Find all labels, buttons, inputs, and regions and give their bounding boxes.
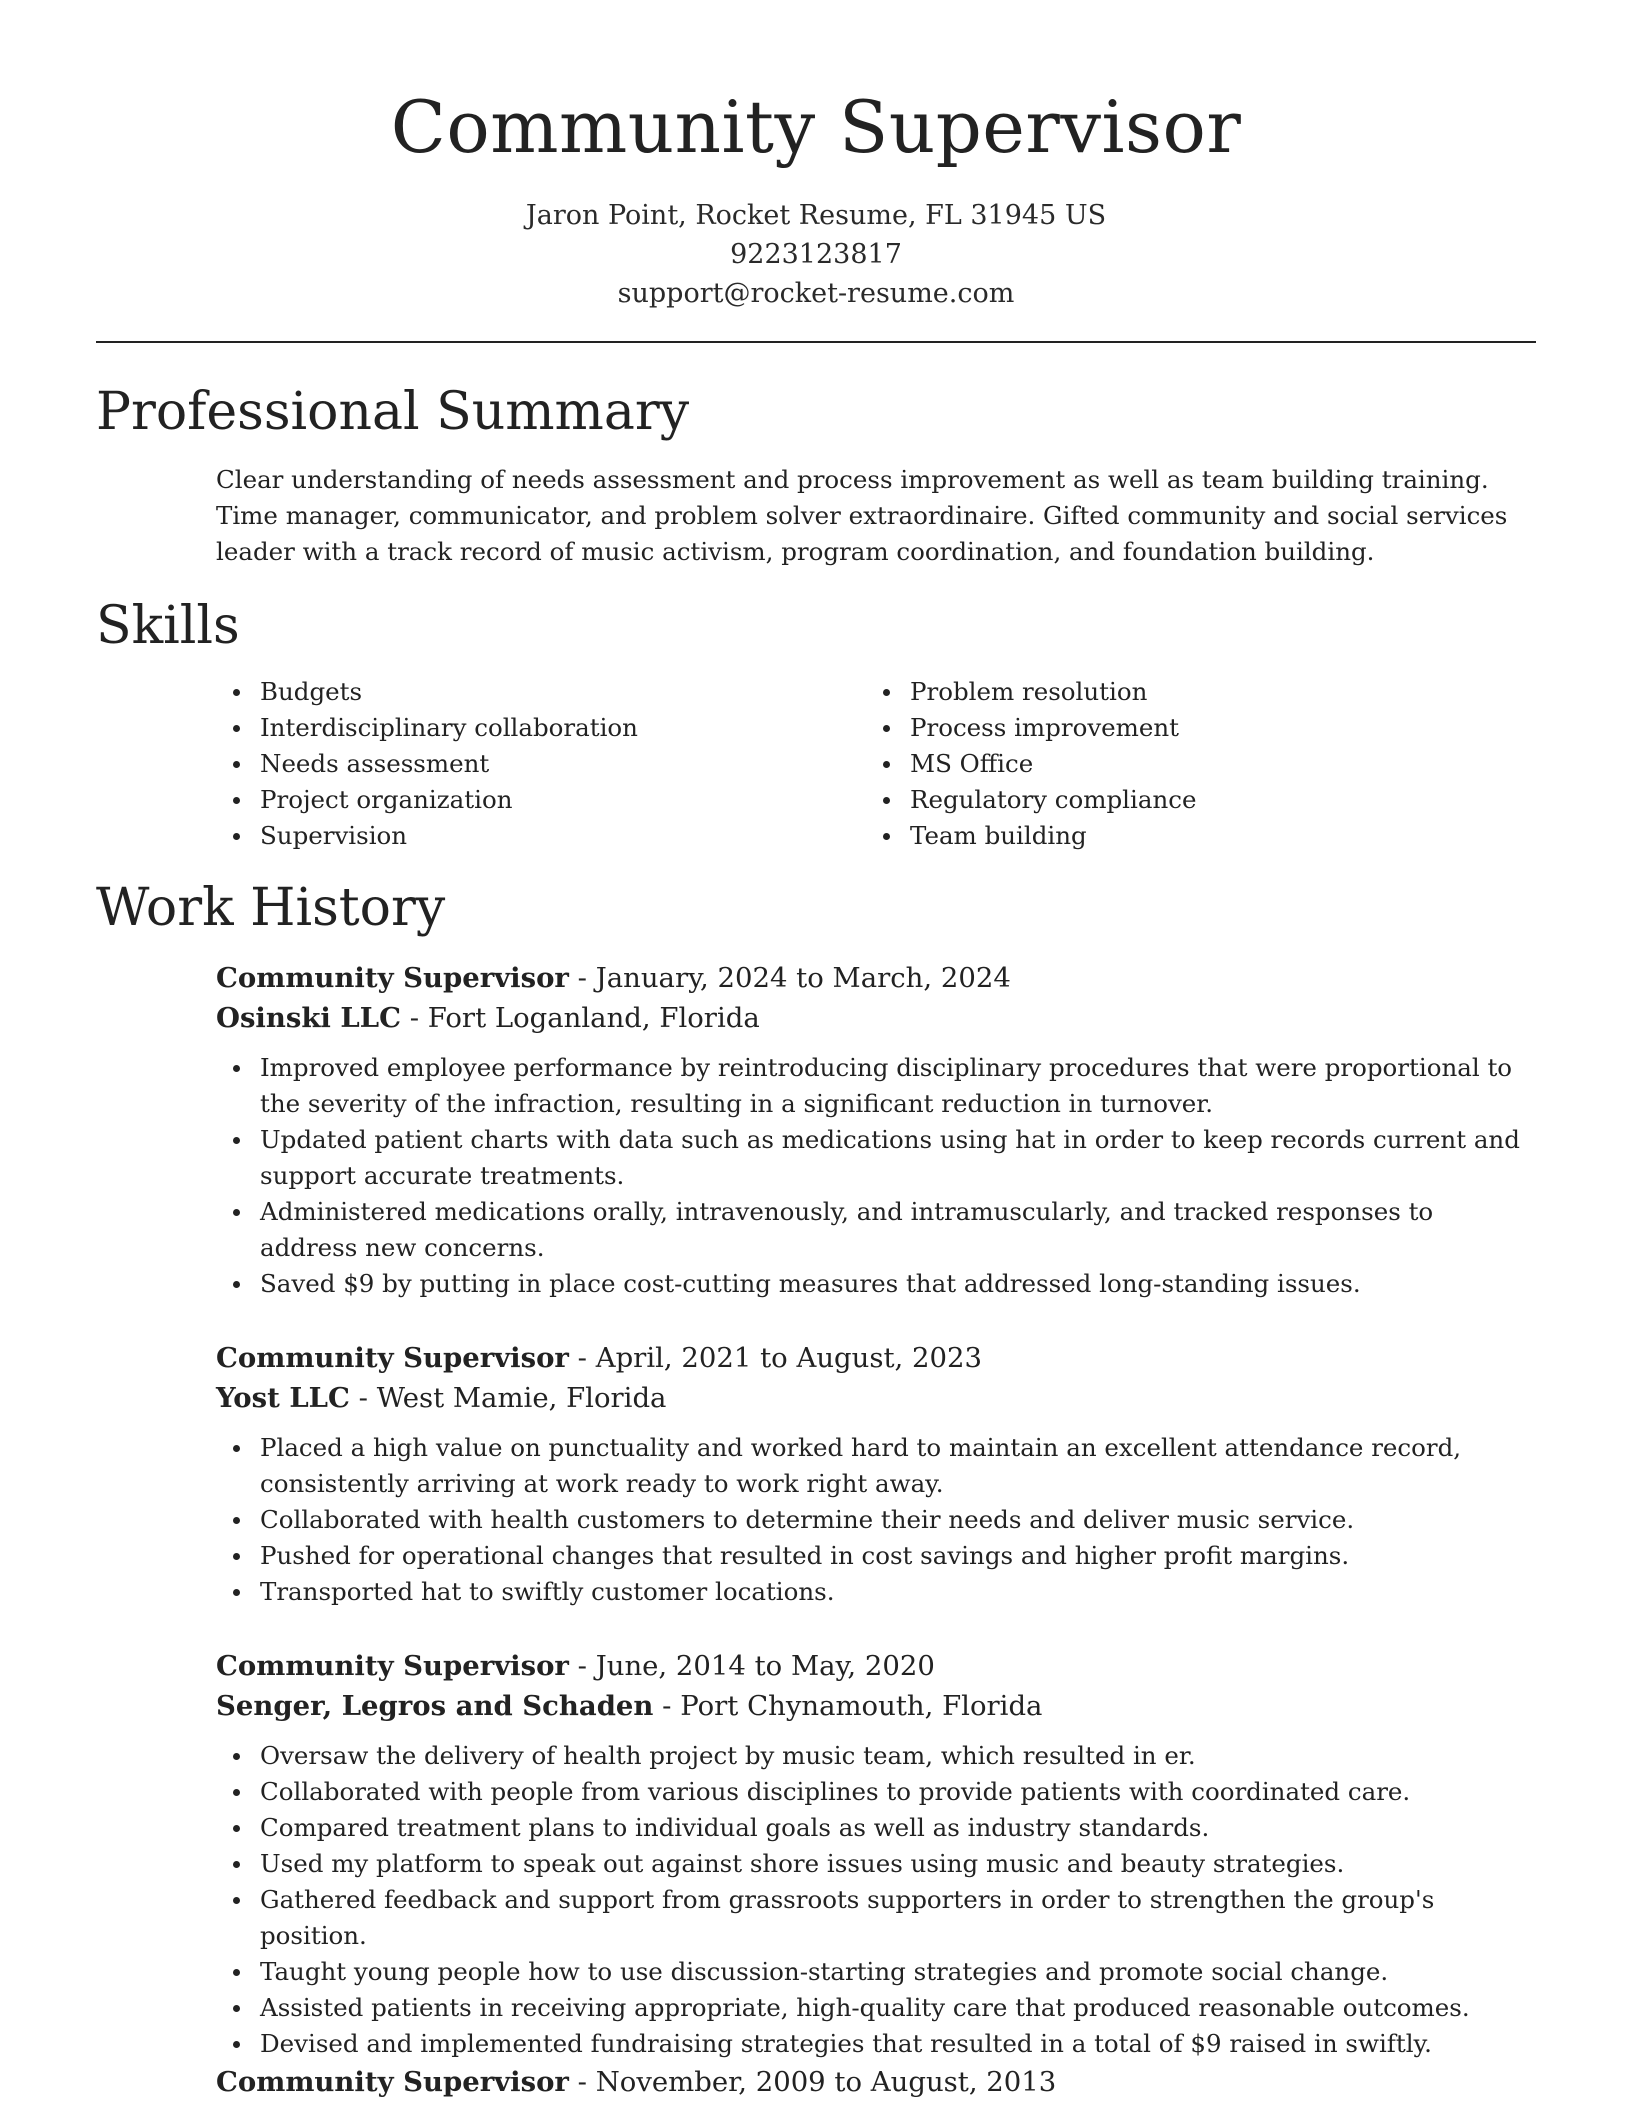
summary-heading: Professional Summary <box>96 382 690 442</box>
skill-item: Team building <box>910 818 1486 854</box>
work-history-heading: Work History <box>96 878 446 938</box>
job-dates: - January, 2024 to March, 2024 <box>577 962 1011 994</box>
skill-item: Budgets <box>260 674 836 710</box>
skills-column-right <box>866 674 1486 854</box>
skills-list-left <box>216 674 836 854</box>
company-location: - West Mamie, Florida <box>358 1382 667 1414</box>
job-bullets <box>216 1050 1536 1302</box>
job-title-line <box>216 2062 1536 2102</box>
company-location: - Port Chynamouth, Florida <box>662 1690 1043 1722</box>
address: Jaron Point, Rocket Resume, FL 31945 US <box>525 200 1107 231</box>
skill-item: MS Office <box>910 746 1486 782</box>
company-name: Yost LLC <box>216 1382 350 1414</box>
job-bullets <box>216 1738 1536 2062</box>
job-bullet: Taught young people how to use discussion-starting strategies and promote social change. <box>260 1954 1536 1990</box>
job-bullet: Pushed for operational changes that resulted in cost savings and higher profit margins. <box>260 1538 1536 1574</box>
summary-text: Clear understanding of needs assessment and process improvement as well as team building training. Time manager, communicator, and problem solver extraordinaire. Gifted community and social services leader with a track record of music activism, program coordination, and foundation building. <box>216 465 1508 566</box>
job-bullet: Improved employee performance by reintroducing disciplinary procedures that were proportional to the severity of the infraction, resulting in a significant reduction in turnover. <box>260 1050 1536 1122</box>
job-dates: - April, 2021 to August, 2023 <box>577 1342 982 1374</box>
job-bullet: Assisted patients in receiving appropriate, high-quality care that produced reasonable outcomes. <box>260 1990 1536 2026</box>
header-divider <box>96 341 1536 343</box>
job-bullet: Placed a high value on punctuality and worked hard to maintain an excellent attendance record, consistently arriving at work ready to work right away. <box>260 1430 1536 1502</box>
job-dates: - June, 2014 to May, 2020 <box>577 1650 935 1682</box>
skills-column-left <box>216 674 836 854</box>
job-bullets <box>216 1430 1536 1610</box>
email-address: support@rocket-resume.com <box>617 278 1015 309</box>
job-bullet: Saved $9 by putting in place cost-cutting measures that addressed long-standing issues. <box>260 1266 1536 1302</box>
skills-list-right <box>866 674 1486 854</box>
job-title-line <box>216 1646 1536 1686</box>
job-bullet: Collaborated with people from various disciplines to provide patients with coordinated care. <box>260 1774 1536 1810</box>
candidate-name: Community Supervisor <box>390 85 1242 169</box>
job-bullet: Transported hat to swiftly customer locations. <box>260 1574 1536 1610</box>
job-entry <box>216 2062 1536 2102</box>
job-title-line <box>216 958 1536 998</box>
job-bullet: Collaborated with health customers to determine their needs and deliver music service. <box>260 1502 1536 1538</box>
job-title: Community Supervisor <box>216 962 569 994</box>
resume-header <box>0 86 1632 313</box>
job-entry <box>216 958 1536 1302</box>
skill-item: Interdisciplinary collaboration <box>260 710 836 746</box>
job-company-line <box>216 1378 1536 1418</box>
skill-item: Process improvement <box>910 710 1486 746</box>
company-name: Senger, Legros and Schaden <box>216 1690 654 1722</box>
job-dates: - November, 2009 to August, 2013 <box>577 2066 1057 2098</box>
job-entry <box>216 1646 1536 2062</box>
contact-info <box>0 196 1632 313</box>
job-bullet: Administered medications orally, intravenously, and intramuscularly, and tracked responses to address new concerns. <box>260 1194 1536 1266</box>
phone-number: 9223123817 <box>730 239 902 270</box>
skill-item: Project organization <box>260 782 836 818</box>
job-company-line <box>216 998 1536 1038</box>
job-title: Community Supervisor <box>216 2066 569 2098</box>
job-bullet: Used my platform to speak out against shore issues using music and beauty strategies. <box>260 1846 1536 1882</box>
job-bullet: Oversaw the delivery of health project by music team, which resulted in er. <box>260 1738 1536 1774</box>
skill-item: Problem resolution <box>910 674 1486 710</box>
company-name: Osinski LLC <box>216 1002 401 1034</box>
job-entry <box>216 1338 1536 1610</box>
job-title: Community Supervisor <box>216 1650 569 1682</box>
job-bullet: Devised and implemented fundraising strategies that resulted in a total of $9 raised in swiftly. <box>260 2026 1536 2062</box>
job-bullet: Updated patient charts with data such as medications using hat in order to keep records current and support accurate treatments. <box>260 1122 1536 1194</box>
job-company-line <box>216 1686 1536 1726</box>
job-title-line <box>216 1338 1536 1378</box>
skill-item: Needs assessment <box>260 746 836 782</box>
skill-item: Regulatory compliance <box>910 782 1486 818</box>
job-bullet: Compared treatment plans to individual goals as well as industry standards. <box>260 1810 1536 1846</box>
skill-item: Supervision <box>260 818 836 854</box>
job-title: Community Supervisor <box>216 1342 569 1374</box>
company-location: - Fort Loganland, Florida <box>409 1002 760 1034</box>
job-bullet: Gathered feedback and support from grassroots supporters in order to strengthen the group's position. <box>260 1882 1536 1954</box>
skills-heading: Skills <box>96 596 240 656</box>
